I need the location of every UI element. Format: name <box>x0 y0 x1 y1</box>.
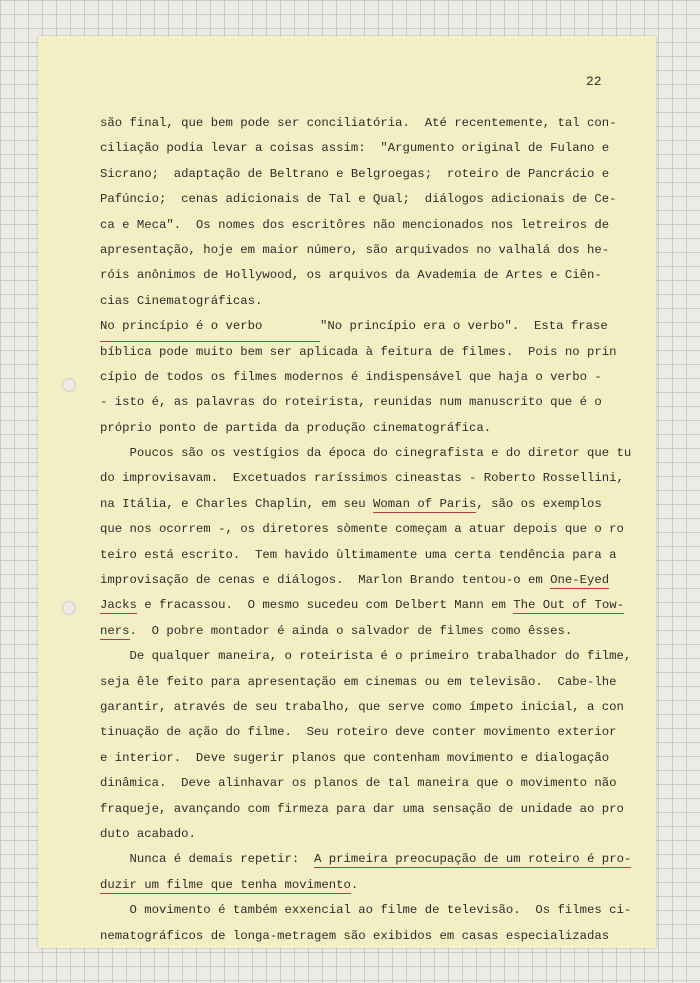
underlined-title: duzir um filme que tenha movimento <box>100 877 351 892</box>
text-line <box>100 771 620 796</box>
text-segment: De qualquer maneira, o roteirista é o primeiro trabalhador do filme, <box>100 649 632 664</box>
underlined-title: Woman of Paris <box>373 496 477 511</box>
text-segment: nematográficos de longa-metragem são exibidos em casas especializadas <box>100 928 610 943</box>
text-segment: seja êle feito para apresentação em cinemas ou em televisão. Cabe-lhe <box>100 674 617 689</box>
text-segment: improvisação de cenas e diálogos. Marlon Brando tentou-o em <box>100 573 551 588</box>
text-segment: Poucos são os vestígios da época do cinegrafista e do diretor que tu <box>100 446 632 461</box>
underlined-title: A primeira preocupação de um roteiro é pro- <box>314 852 632 867</box>
text-line <box>100 695 624 720</box>
section-title: No princípio é o verbo <box>100 314 320 341</box>
text-line <box>100 365 620 390</box>
text-segment: e interior. Deve sugerir planos que contenham movimento e dialogação <box>100 750 610 765</box>
text-segment: , são os exemplos <box>476 496 602 511</box>
text-segment: apresentação, hoje em maior número, são arquivados no valhalá dos he- <box>100 242 610 257</box>
text-segment: Nunca é demais repetir: <box>100 852 315 867</box>
text-segment: na Itália, e Charles Chaplin, em seu <box>100 496 374 511</box>
text-segment: Sicrano; adaptação de Beltrano e Belgroegas; roteiro de Pancrácio e <box>100 166 610 181</box>
page-number: 22 <box>586 74 602 89</box>
text-segment: do improvisavam. Excetuados raríssimos cineastas - Roberto Rossellini, <box>100 471 624 486</box>
text-segment: róis anônimos de Hollywood, os arquivos da Avademia de Artes e Ciên- <box>100 268 602 283</box>
text-segment: dinâmica. Deve alinhavar os planos de tal maneira que o movimento não <box>100 776 617 791</box>
text-segment: que nos ocorrem -, os diretores sòmente começam a atuar depois que o ro <box>100 522 624 537</box>
underlined-title: One-Eyed <box>550 573 610 588</box>
underlined-title: Jacks <box>100 598 137 613</box>
text-segment: O movimento é também exxencial ao filme de televisão. Os filmes ci- <box>100 903 632 918</box>
text-segment: - isto é, as palavras do roteirista, reunidas num manuscrito que é o <box>100 395 602 410</box>
text-segment: garantir, através de seu trabalho, que serve como ímpeto inicial, a con <box>100 699 624 714</box>
text-line <box>100 289 620 314</box>
text-segment: . <box>350 877 359 892</box>
text-segment: cípio de todos os filmes modernos é indispensável que haja o verbo - <box>100 369 602 384</box>
text-segment: são final, que bem pode ser conciliatória. Até recentemente, tal con- <box>100 116 617 130</box>
text-line <box>100 187 620 212</box>
text-line <box>100 847 632 872</box>
text-line <box>100 213 620 238</box>
text-line <box>100 568 620 593</box>
text-line <box>100 111 620 136</box>
text-segment: . O pobre montador é ainda o salvador de filmes como êsses. <box>129 623 573 638</box>
text-line <box>100 644 632 669</box>
text-segment: bíblica pode muito bem ser aplicada à feitura de filmes. Pois no prin <box>100 344 617 359</box>
text-segment: ciliação podia levar a coisas assim: "Argumento original de Fulano e <box>100 141 610 156</box>
text-segment: próprio ponto de partida da produção cinematográfica. <box>100 420 492 435</box>
text-line <box>100 263 620 288</box>
text-line <box>100 466 624 491</box>
text-segment: "No princípio era o verbo". Esta frase <box>320 319 608 334</box>
text-line <box>100 543 620 568</box>
text-segment: Pafúncio; cenas adicionais de Tal e Qual; diálogos adicionais de Ce- <box>100 192 617 207</box>
text-line <box>100 746 620 771</box>
text-line <box>100 619 620 644</box>
underlined-title: ners <box>100 623 130 638</box>
text-segment: fraqueje, avançando com firmeza para dar uma sensação de unidade ao pro <box>100 801 624 816</box>
punch-hole <box>62 601 76 615</box>
section-heading-line <box>100 314 620 339</box>
text-segment: e fracassou. O mesmo sucedeu com Delbert Mann em <box>136 598 514 613</box>
text-line <box>100 720 620 745</box>
text-line <box>100 873 620 898</box>
text-line <box>100 136 620 161</box>
text-line <box>100 416 620 441</box>
text-line <box>100 340 620 365</box>
text-line <box>100 238 620 263</box>
text-segment: cias Cinematográficas. <box>100 293 263 308</box>
section-body <box>100 340 632 949</box>
text-line <box>100 797 624 822</box>
text-line <box>100 898 632 923</box>
text-line <box>100 441 632 466</box>
text-line <box>100 517 624 542</box>
text-line <box>100 390 620 415</box>
text-line <box>320 319 608 333</box>
text-segment: teiro está escrito. Tem havido ùltimamente uma certa tendência para a <box>100 547 617 562</box>
underlined-title: The Out of Tow- <box>513 598 624 613</box>
text-segment: ca e Meca". Os nomes dos escritôres não mencionados nos letreiros de <box>100 217 610 232</box>
text-line <box>100 822 620 847</box>
text-line <box>100 492 620 517</box>
typewritten-page <box>38 36 656 948</box>
text-line <box>100 593 624 618</box>
text-segment: duto acabado. <box>100 826 196 841</box>
body-text <box>100 111 632 949</box>
punch-hole <box>62 378 76 392</box>
text-line <box>100 924 620 949</box>
text-line <box>100 670 620 695</box>
intro-paragraph <box>100 111 620 314</box>
text-segment: tinuação de ação do filme. Seu roteiro deve conter movimento exterior <box>100 725 617 740</box>
text-line <box>100 162 620 187</box>
